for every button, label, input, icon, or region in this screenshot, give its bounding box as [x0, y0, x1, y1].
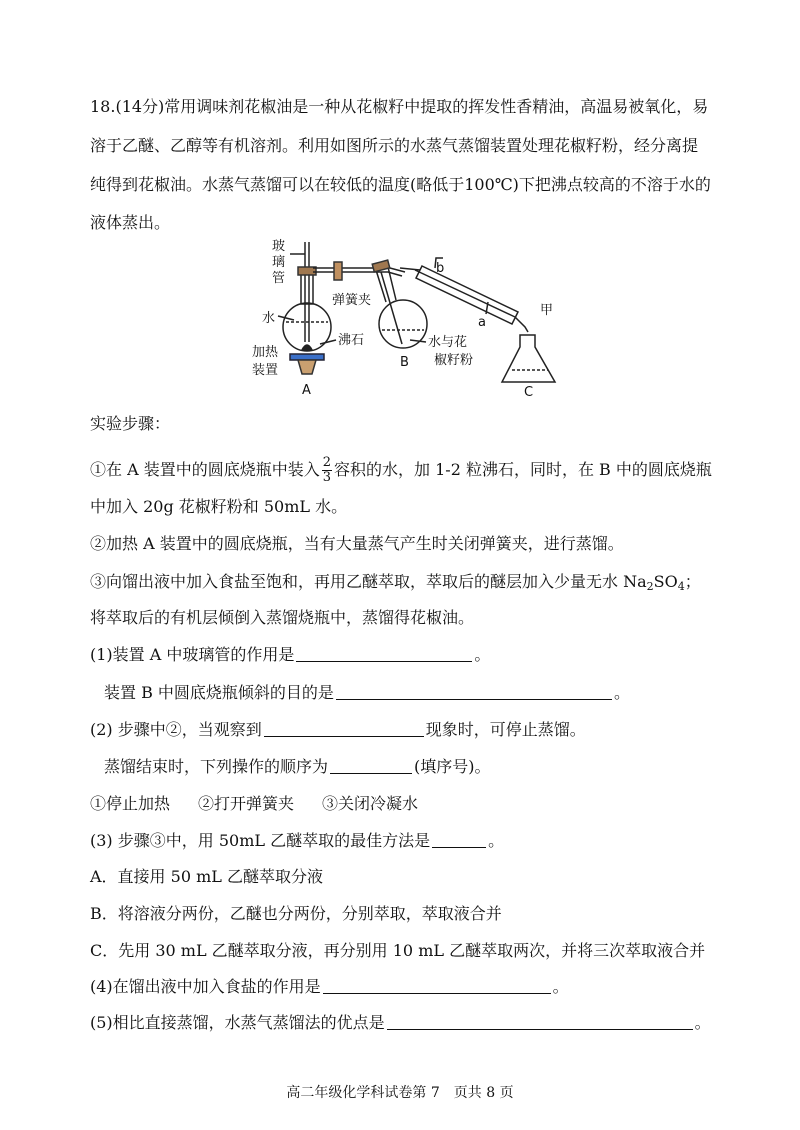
- answer-blank-3[interactable]: [432, 831, 486, 848]
- question-2a-text: (2) 步骤中②，当观察到: [90, 720, 262, 739]
- label-jia: 甲: [540, 303, 554, 318]
- flask-c: [502, 335, 555, 382]
- label-mix-1: 水与花: [428, 335, 468, 350]
- step-1-text-b: 容积的水，加 1-2 粒沸石，同时，在 B 中的圆底烧瓶: [334, 460, 712, 479]
- question-1b-end: 。: [613, 683, 630, 702]
- label-glass-tube-3: 管: [272, 271, 286, 286]
- option-open-clip: ②打开弹簧夹: [198, 794, 295, 813]
- label-c: C: [524, 385, 534, 400]
- question-2b-text: 蒸馏结束时，下列操作的顺序为: [104, 757, 329, 776]
- answer-blank-5[interactable]: [387, 1013, 693, 1030]
- step-3-line-1: [90, 571, 701, 598]
- question-2-options: [90, 793, 418, 815]
- choice-a: A．直接用 50 mL 乙醚萃取分液: [90, 867, 323, 886]
- question-2b: [104, 756, 491, 778]
- question-3: [90, 830, 504, 852]
- fraction-numerator: 2: [322, 455, 332, 470]
- answer-blank-1a[interactable]: [296, 645, 472, 662]
- fraction: [322, 456, 332, 485]
- question-5: [90, 1012, 711, 1034]
- label-clip: 弹簧夹: [332, 293, 372, 308]
- intro-line-2: 溶于乙醚、乙醇等有机溶剂。利用如图所示的水蒸气蒸馏装置处理花椒籽粉，经分离提: [90, 136, 699, 155]
- question-2b-end: (填序号)。: [414, 757, 491, 776]
- answer-blank-1b[interactable]: [336, 683, 612, 700]
- question-4-end: 。: [552, 977, 569, 996]
- option-close-cooling-water: ③关闭冷凝水: [322, 794, 419, 813]
- label-inlet-a: a: [478, 315, 486, 330]
- question-4: [90, 976, 569, 998]
- intro-line-1: 18.(14分)常用调味剂花椒油是一种从花椒籽中提取的挥发性香精油，高温易被氧化，易: [90, 97, 709, 116]
- question-1b-text: 装置 B 中圆底烧瓶倾斜的目的是: [104, 683, 334, 702]
- label-outlet-b: b: [436, 261, 445, 276]
- question-3-end: 。: [488, 831, 505, 850]
- step-3-text: ③向馏出液中加入食盐至饱和，再用乙醚萃取，萃取后的醚层加入少量无水 Na: [90, 572, 647, 591]
- subscript-2: 2: [646, 580, 654, 593]
- question-1b: [104, 682, 630, 704]
- intro-line-4: 液体蒸出。: [90, 213, 171, 232]
- answer-blank-2a[interactable]: [264, 720, 424, 737]
- label-boiling-stone: 沸石: [338, 333, 365, 348]
- steps-title: 实验步骤：: [90, 414, 171, 433]
- heater: [298, 360, 316, 374]
- answer-blank-4[interactable]: [323, 977, 551, 994]
- question-3-text: (3) 步骤③中，用 50mL 乙醚萃取的最佳方法是: [90, 831, 431, 850]
- question-1a: [90, 644, 490, 666]
- label-glass-tube-2: 璃: [272, 255, 286, 270]
- question-5-end: 。: [694, 1013, 711, 1032]
- label-heating-2: 装置: [252, 363, 279, 378]
- label-glass-tube-1: 玻: [272, 239, 286, 254]
- question-1a-end: 。: [474, 645, 491, 664]
- label-mix-2: 椒籽粉: [434, 353, 474, 368]
- question-1a-text: (1)装置 A 中玻璃管的作用是: [90, 645, 295, 664]
- intro-line-3: 纯得到花椒油。水蒸气蒸馏可以在较低的温度(略低于100℃)下把沸点较高的不溶于水的: [90, 175, 711, 194]
- step-2: ②加热 A 装置中的圆底烧瓶，当有大量蒸气产生时关闭弹簧夹，进行蒸馏。: [90, 534, 624, 553]
- choice-b: B．将溶液分两份，乙醚也分两份，分别萃取，萃取液合并: [90, 904, 502, 923]
- step-3-line-2: 将萃取后的有机层倾倒入蒸馏烧瓶中，蒸馏得花椒油。: [90, 608, 475, 627]
- page-footer: 高二年级化学科试卷第 7 页共 8 页: [286, 1085, 514, 1101]
- fraction-denominator: 3: [322, 470, 332, 485]
- step-1-text-a: ①在 A 装置中的圆底烧瓶中装入: [90, 460, 320, 479]
- label-water: 水: [262, 311, 276, 326]
- answer-blank-2b[interactable]: [330, 757, 412, 774]
- label-b: B: [400, 355, 409, 370]
- question-2a-end: 现象时，可停止蒸馏。: [425, 720, 586, 739]
- step-1-line-2: 中加入 20g 花椒籽粉和 50mL 水。: [90, 497, 348, 516]
- step-3-end: ；: [684, 572, 701, 591]
- question-5-text: (5)相比直接蒸馏，水蒸气蒸馏法的优点是: [90, 1013, 385, 1032]
- label-heating-1: 加热: [252, 345, 279, 360]
- subscript-4: 4: [677, 580, 685, 593]
- step-1-line-1: [90, 456, 712, 485]
- option-stop-heating: ①停止加热: [90, 794, 171, 813]
- question-4-text: (4)在馏出液中加入食盐的作用是: [90, 977, 321, 996]
- step-3-so: SO: [653, 572, 678, 591]
- steam-distillation-apparatus: [250, 232, 570, 402]
- choice-c: C．先用 30 mL 乙醚萃取分液，再分别用 10 mL 乙醚萃取两次，并将三次萃取液合并: [90, 941, 706, 960]
- question-2a: [90, 719, 586, 741]
- label-a: A: [302, 383, 311, 398]
- spring-clip: [334, 262, 342, 280]
